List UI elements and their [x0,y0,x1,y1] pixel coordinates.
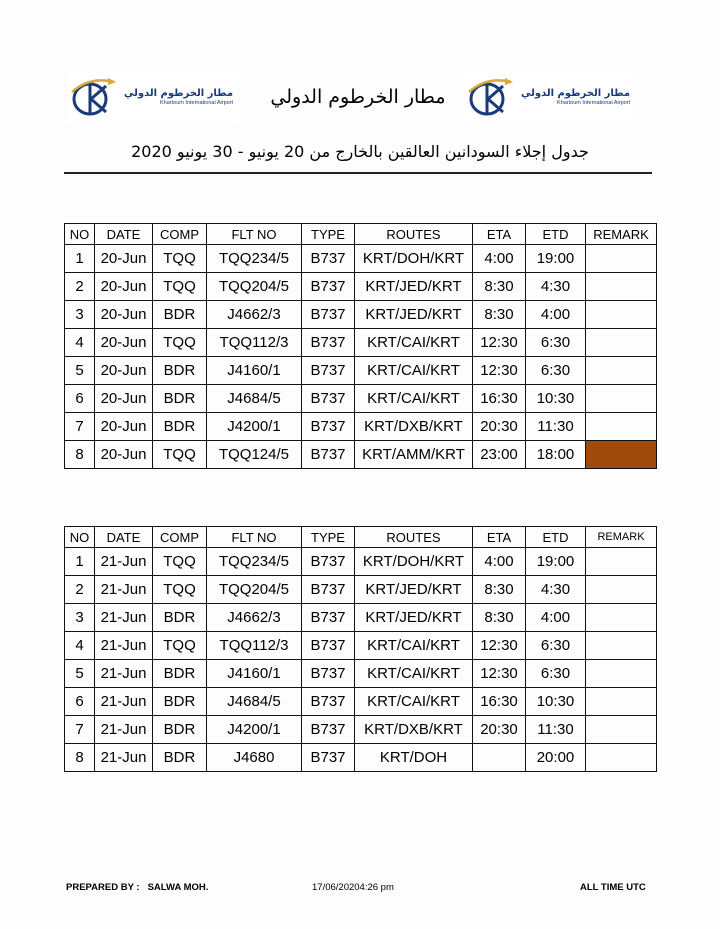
col-date: DATE [95,527,153,548]
row-remark [586,716,657,744]
row-no: 8 [65,441,95,469]
row-etd: 4:00 [526,604,586,632]
row-etd: 19:00 [526,245,586,273]
airport-title: مطار الخرطوم الدولي [270,86,446,108]
table-row [65,716,657,744]
row-route: KRT/DOH/KRT [355,548,473,576]
row-remark [586,273,657,301]
row-comp: BDR [153,301,207,329]
table-row [65,357,657,385]
row-route: KRT/JED/KRT [355,576,473,604]
row-flt-no: TQQ112/3 [207,632,302,660]
row-type: B737 [302,716,355,744]
row-eta: 20:30 [473,716,526,744]
row-flt-no: TQQ124/5 [207,441,302,469]
row-date: 21-Jun [95,576,153,604]
row-type: B737 [302,385,355,413]
row-eta: 12:30 [473,329,526,357]
row-flt-no: TQQ204/5 [207,576,302,604]
row-eta: 12:30 [473,660,526,688]
schedule-table-21-jun [64,526,657,772]
airport-logo-right [465,72,635,122]
row-flt-no: TQQ204/5 [207,273,302,301]
airport-emblem-icon [68,74,118,120]
prepared-name: SALWA MOH. [147,882,209,893]
col-etd: ETD [526,527,586,548]
row-flt-no: J4160/1 [207,357,302,385]
row-etd: 10:30 [526,385,586,413]
row-etd: 6:30 [526,632,586,660]
row-etd: 11:30 [526,716,586,744]
row-flt-no: J4662/3 [207,301,302,329]
row-date: 21-Jun [95,604,153,632]
row-remark [586,744,657,772]
row-type: B737 [302,660,355,688]
row-eta: 16:30 [473,385,526,413]
row-route: KRT/CAI/KRT [355,660,473,688]
row-etd: 11:30 [526,413,586,441]
table-row [65,632,657,660]
row-etd: 6:30 [526,660,586,688]
row-flt-no: J4662/3 [207,604,302,632]
table-row [65,660,657,688]
prepared-label: PREPARED BY : [66,882,140,893]
col-comp: COMP [153,224,207,245]
row-no: 2 [65,576,95,604]
logo-name-en: Khartoum International Airport [160,100,234,106]
row-etd: 10:30 [526,688,586,716]
col-type: TYPE [302,224,355,245]
row-eta: 8:30 [473,273,526,301]
row-comp: BDR [153,688,207,716]
prepared-by [66,882,208,893]
row-type: B737 [302,548,355,576]
row-eta: 20:30 [473,413,526,441]
row-flt-no: J4160/1 [207,660,302,688]
row-etd: 4:30 [526,576,586,604]
row-no: 5 [65,660,95,688]
row-date: 21-Jun [95,632,153,660]
row-route: KRT/DOH/KRT [355,245,473,273]
row-date: 20-Jun [95,301,153,329]
row-route: KRT/CAI/KRT [355,632,473,660]
row-eta: 4:00 [473,245,526,273]
row-date: 20-Jun [95,413,153,441]
row-flt-no: J4200/1 [207,716,302,744]
col-etd: ETD [526,224,586,245]
row-route: KRT/JED/KRT [355,301,473,329]
table-row [65,413,657,441]
row-comp: TQQ [153,329,207,357]
col-flt-no: FLT NO [207,527,302,548]
airport-logo-left [68,72,238,122]
col-type: TYPE [302,527,355,548]
row-flt-no: TQQ234/5 [207,245,302,273]
row-date: 21-Jun [95,716,153,744]
airport-emblem-icon [465,74,515,120]
table-row [65,273,657,301]
row-flt-no: J4684/5 [207,385,302,413]
row-route: KRT/DXB/KRT [355,716,473,744]
row-type: B737 [302,413,355,441]
row-eta: 12:30 [473,357,526,385]
row-no: 3 [65,604,95,632]
row-type: B737 [302,604,355,632]
row-etd: 20:00 [526,744,586,772]
row-remark [586,385,657,413]
row-flt-no: J4684/5 [207,688,302,716]
row-route: KRT/CAI/KRT [355,688,473,716]
row-comp: TQQ [153,632,207,660]
time-zone-note: ALL TIME UTC [580,882,646,893]
col-eta: ETA [473,527,526,548]
table-row [65,688,657,716]
row-date: 21-Jun [95,688,153,716]
row-comp: BDR [153,744,207,772]
row-route: KRT/CAI/KRT [355,329,473,357]
row-remark [586,245,657,273]
row-comp: TQQ [153,441,207,469]
row-route: KRT/CAI/KRT [355,385,473,413]
row-remark [586,576,657,604]
row-flt-no: J4680 [207,744,302,772]
row-eta: 4:00 [473,548,526,576]
row-no: 7 [65,413,95,441]
row-etd: 18:00 [526,441,586,469]
row-no: 4 [65,329,95,357]
row-comp: TQQ [153,548,207,576]
row-type: B737 [302,744,355,772]
row-eta: 12:30 [473,632,526,660]
table-header-row [65,224,657,245]
row-type: B737 [302,273,355,301]
row-date: 20-Jun [95,357,153,385]
row-route: KRT/JED/KRT [355,604,473,632]
col-comp: COMP [153,527,207,548]
col-flt-no: FLT NO [207,224,302,245]
col-remark: REMARK [586,224,657,245]
row-remark [586,329,657,357]
row-type: B737 [302,329,355,357]
row-date: 20-Jun [95,245,153,273]
row-flt-no: TQQ112/3 [207,329,302,357]
row-no: 3 [65,301,95,329]
row-date: 20-Jun [95,441,153,469]
col-routes: ROUTES [355,527,473,548]
row-remark [586,301,657,329]
table-row [65,385,657,413]
row-date: 20-Jun [95,329,153,357]
table-row [65,604,657,632]
col-remark: REMARK [586,527,657,548]
row-date: 21-Jun [95,660,153,688]
row-eta: 23:00 [473,441,526,469]
row-eta: 8:30 [473,604,526,632]
row-etd: 6:30 [526,357,586,385]
col-routes: ROUTES [355,224,473,245]
row-no: 6 [65,385,95,413]
row-remark [586,688,657,716]
row-no: 7 [65,716,95,744]
logo-name-en: Khartoum International Airport [557,100,631,106]
row-no: 6 [65,688,95,716]
row-flt-no: J4200/1 [207,413,302,441]
title-divider [64,172,652,174]
row-comp: TQQ [153,245,207,273]
table-row [65,329,657,357]
row-date: 20-Jun [95,385,153,413]
schedule-table-20-jun [64,223,657,469]
col-date: DATE [95,224,153,245]
row-etd: 19:00 [526,548,586,576]
table-row [65,301,657,329]
row-no: 5 [65,357,95,385]
col-no: NO [65,527,95,548]
table-row [65,548,657,576]
table-row [65,441,657,469]
logo-name-ar: مطار الخرطوم الدولي [521,88,631,99]
row-eta: 8:30 [473,576,526,604]
row-no: 4 [65,632,95,660]
row-comp: BDR [153,660,207,688]
row-eta: 8:30 [473,301,526,329]
row-flt-no: TQQ234/5 [207,548,302,576]
table-row [65,245,657,273]
row-etd: 4:30 [526,273,586,301]
table-row [65,576,657,604]
row-remark [586,660,657,688]
row-remark [586,357,657,385]
table-row [65,744,657,772]
row-route: KRT/CAI/KRT [355,357,473,385]
row-remark [586,441,657,469]
row-etd: 6:30 [526,329,586,357]
row-remark [586,604,657,632]
row-etd: 4:00 [526,301,586,329]
table-header-row [65,527,657,548]
row-type: B737 [302,688,355,716]
row-comp: TQQ [153,576,207,604]
row-route: KRT/JED/KRT [355,273,473,301]
row-date: 21-Jun [95,548,153,576]
row-remark [586,413,657,441]
row-type: B737 [302,301,355,329]
row-route: KRT/AMM/KRT [355,441,473,469]
schedule-subtitle: جدول إجلاء السودانين العالقين بالخارج من 20 يونيو - 30 يونيو 2020 [131,142,589,161]
row-type: B737 [302,632,355,660]
row-remark [586,548,657,576]
col-eta: ETA [473,224,526,245]
row-comp: BDR [153,413,207,441]
row-route: KRT/DXB/KRT [355,413,473,441]
row-comp: BDR [153,716,207,744]
row-remark [586,632,657,660]
row-comp: BDR [153,357,207,385]
row-type: B737 [302,576,355,604]
logo-name-ar: مطار الخرطوم الدولي [124,88,234,99]
print-timestamp: 17/06/20204:26 pm [312,882,394,893]
row-no: 2 [65,273,95,301]
row-type: B737 [302,245,355,273]
row-comp: TQQ [153,273,207,301]
row-eta: 16:30 [473,688,526,716]
row-route: KRT/DOH [355,744,473,772]
row-type: B737 [302,357,355,385]
row-date: 20-Jun [95,273,153,301]
row-no: 1 [65,245,95,273]
row-type: B737 [302,441,355,469]
row-no: 1 [65,548,95,576]
row-comp: BDR [153,604,207,632]
row-comp: BDR [153,385,207,413]
row-no: 8 [65,744,95,772]
row-eta [473,744,526,772]
row-date: 21-Jun [95,744,153,772]
col-no: NO [65,224,95,245]
